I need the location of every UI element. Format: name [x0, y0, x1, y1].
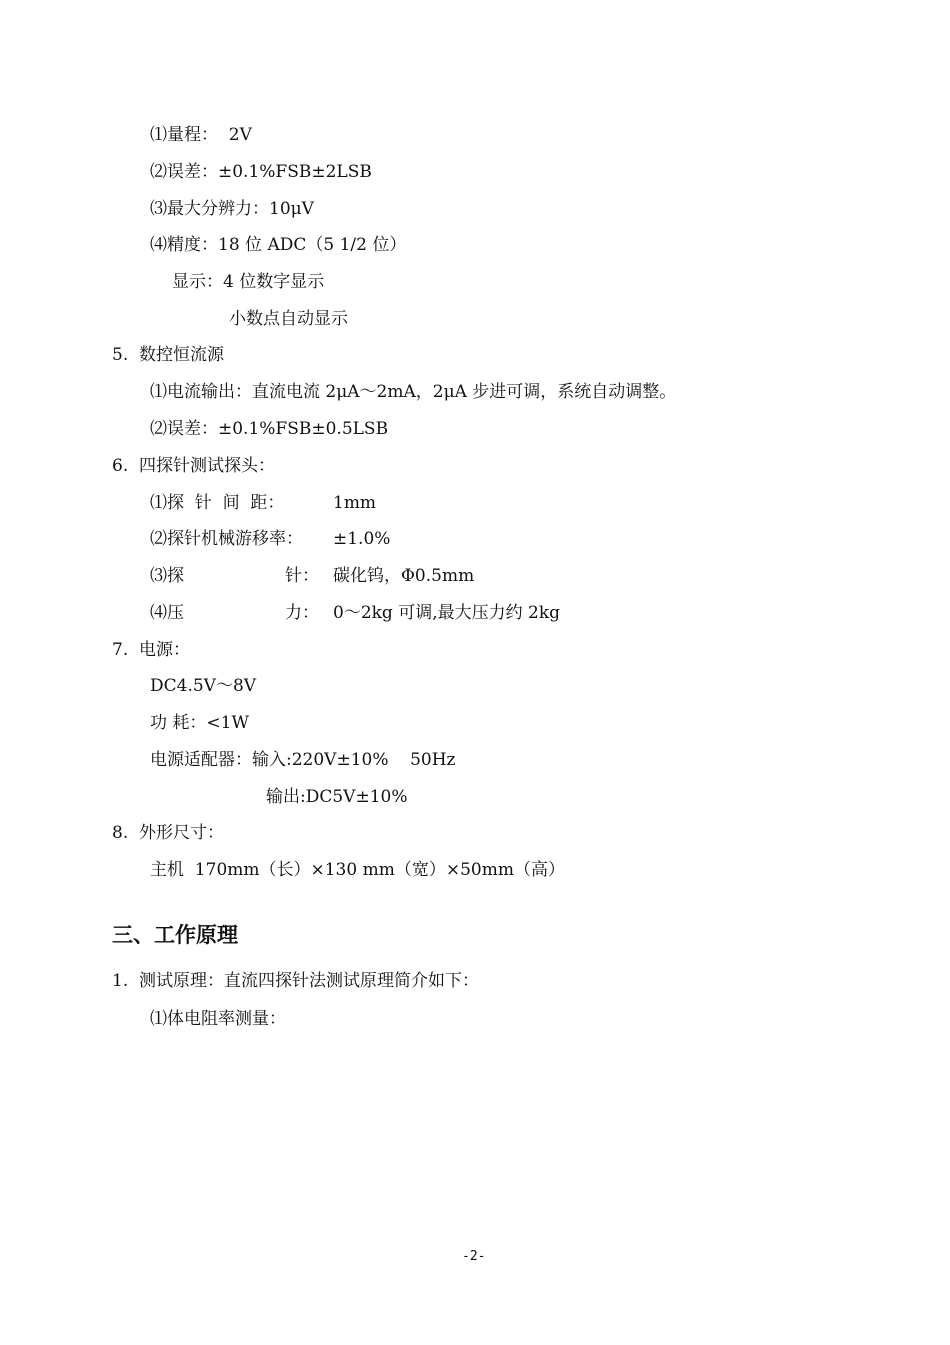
- power-adapter-output: 输出:DC5V±10%: [266, 787, 408, 807]
- spec-decimal-display: 小数点自动显示: [229, 309, 348, 329]
- power-adapter-input: 电源适配器：输入:220V±10% 50Hz: [150, 750, 456, 770]
- probe-needle-label-end: 针：: [285, 566, 319, 586]
- spec-display: 显示：4 位数字显示: [172, 272, 325, 292]
- spec-precision: ⑷精度：18 位 ADC（5 1/2 位）: [150, 235, 407, 255]
- section-7-heading: 7. 电源：: [112, 640, 191, 660]
- probe-pressure-value: 0～2kg 可调,最大压力约 2kg: [333, 603, 561, 623]
- section-3-title: 三、工作原理: [112, 923, 238, 947]
- spec-range: ⑴量程： 2V: [150, 125, 252, 145]
- dimensions: 主机 170mm（长）×130 mm（宽）×50mm（高）: [150, 860, 565, 880]
- probe-spacing-value: 1mm: [333, 493, 377, 513]
- spec-error: ⑵误差：±0.1%FSB±2LSB: [150, 162, 372, 182]
- section-5-heading: 5. 数控恒流源: [112, 345, 225, 365]
- principle-intro: 1. 测试原理：直流四探针法测试原理简介如下：: [112, 971, 480, 991]
- section-6-heading: 6. 四探针测试探头：: [112, 456, 276, 476]
- spec-resolution: ⑶最大分辨力：10μV: [150, 199, 314, 219]
- section-8-heading: 8. 外形尺寸：: [112, 823, 225, 843]
- probe-needle-value: 碳化钨，Φ0.5mm: [333, 566, 475, 586]
- page-number: -2-: [462, 1249, 486, 1264]
- power-consumption: 功 耗：<1W: [150, 713, 249, 733]
- current-output: ⑴电流输出：直流电流 2μA～2mA，2μA 步进可调，系统自动调整。: [150, 382, 677, 402]
- probe-spacing-label: ⑴探 针 间 距：: [150, 493, 285, 513]
- power-dc-range: DC4.5V～8V: [150, 676, 257, 696]
- probe-wander-value: ±1.0%: [333, 529, 391, 549]
- probe-pressure-label-start: ⑷压: [150, 603, 184, 623]
- probe-wander-label: ⑵探针机械游移率：: [150, 529, 303, 549]
- bulk-resistivity-heading: ⑴体电阻率测量：: [150, 1009, 286, 1029]
- probe-needle-label-start: ⑶探: [150, 566, 184, 586]
- current-error: ⑵误差：±0.1%FSB±0.5LSB: [150, 419, 389, 439]
- probe-pressure-label-end: 力：: [285, 603, 319, 623]
